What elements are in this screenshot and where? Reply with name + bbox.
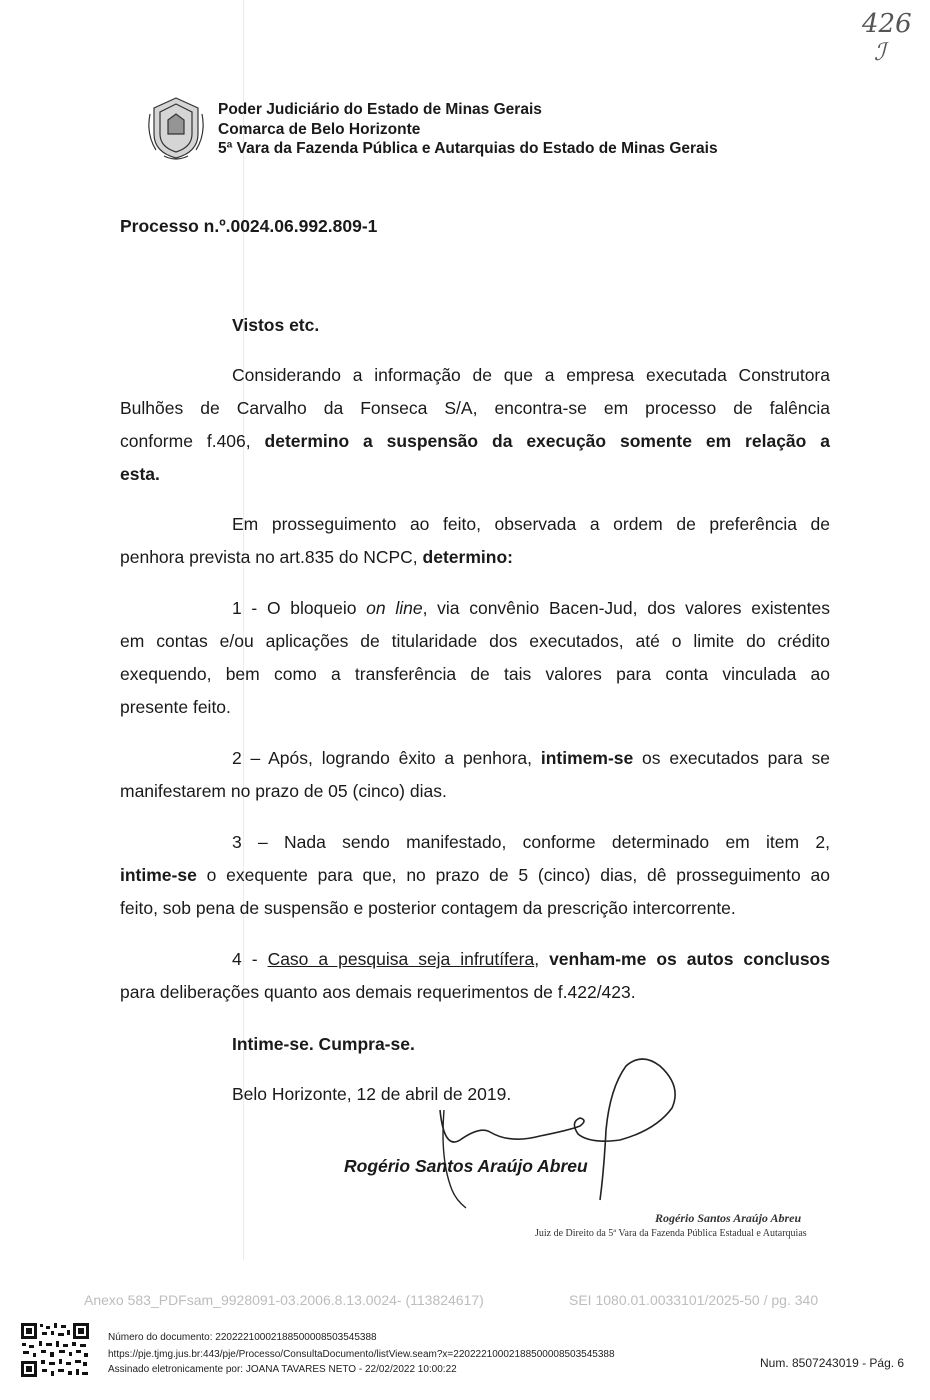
- item-1: [120, 592, 830, 724]
- paragraph-1: [120, 359, 830, 491]
- p2-line-1: Em prosseguimento ao feito, observada a ordem de preferência de: [232, 514, 830, 534]
- item-3: [120, 826, 830, 925]
- p1-line-3-normal: conforme f.406,: [120, 431, 265, 451]
- item4-prefix: 4 -: [232, 949, 268, 969]
- p1-line-2: Bulhões de Carvalho da Fonseca S/A, encontra-se em processo de falência: [120, 398, 830, 418]
- header-line-1: Poder Judiciário do Estado de Minas Gerais: [218, 101, 542, 118]
- footer-sei: SEI 1080.01.0033101/2025-50 / pg. 340: [569, 1292, 819, 1308]
- item3-line-2-bold: intime-se: [120, 865, 197, 885]
- item4-line-2: para deliberações quanto aos demais requerimentos de f.422/423.: [120, 982, 636, 1002]
- stamp-initials: ℐ: [874, 38, 886, 66]
- header-line-3: 5ª Vara da Fazenda Pública e Autarquias do Estado de Minas Gerais: [218, 140, 718, 157]
- item3-line-3: feito, sob pena de suspensão e posterior contagem da prescrição intercorrente.: [120, 898, 736, 918]
- p2-line-2-normal: penhora prevista no art.835 do NCPC,: [120, 547, 423, 567]
- p1-line-1: Considerando a informação de que a empresa executada Construtora: [232, 365, 830, 385]
- item2-bold: intimem-se: [540, 748, 634, 768]
- item4-comma: ,: [534, 949, 550, 969]
- stamp-name: Rogério Santos Araújo Abreu: [655, 1211, 802, 1225]
- p1-line-3: [120, 425, 830, 458]
- header-line-2: Comarca de Belo Horizonte: [218, 121, 421, 138]
- item1-line-1: [120, 592, 830, 625]
- paragraph-2: [120, 508, 830, 574]
- footer-url[interactable]: [108, 1349, 615, 1362]
- item4-underlined: Caso a pesquisa seja infrutífera: [267, 949, 535, 969]
- footer-annex: Anexo 583_PDFsam_9928091-03.2006.8.13.0024- (113824617): [84, 1292, 484, 1308]
- place-date: Belo Horizonte, 12 de abril de 2019.: [232, 1084, 512, 1104]
- item4-line-1: [120, 943, 830, 976]
- footer-signed: Assinado eletronicamente por: JOANA TAVARES NETO - 22/02/2022 10:00:22: [108, 1364, 457, 1375]
- item-2: [120, 742, 830, 808]
- qr-code-icon: [20, 1322, 90, 1378]
- item3-line-2-rest: o exequente para que, no prazo de 5 (cinco) dias, dê prosseguimento ao: [196, 865, 830, 885]
- item2-rest: os executados para se: [633, 748, 830, 768]
- item1-italic: on line: [366, 598, 423, 618]
- minas-gerais-crest-icon: [146, 94, 206, 162]
- closing: Intime-se. Cumpra-se.: [232, 1034, 415, 1054]
- greeting: Vistos etc.: [232, 315, 320, 335]
- footer-num-page: Num. 8507243019 - Pág. 6: [760, 1356, 905, 1370]
- item1-line-4: presente feito.: [120, 697, 231, 717]
- p2-line-2-bold: determino:: [422, 547, 513, 567]
- item2-line-1: [120, 742, 830, 775]
- item1-prefix: 1 - O bloqueio: [232, 598, 367, 618]
- handwritten-signature: [420, 1040, 700, 1220]
- p2-line-2: [120, 541, 830, 574]
- signature-name: Rogério Santos Araújo Abreu: [344, 1156, 588, 1176]
- item1-line-3: exequendo, bem como a transferência de tais valores para conta vinculada ao: [120, 664, 830, 684]
- p1-line-4: esta.: [120, 464, 160, 484]
- item-4: [120, 943, 830, 1009]
- item1-line-2: em contas e/ou aplicações de titularidade dos executados, até o limite do crédito: [120, 631, 830, 651]
- p1-line-3-bold: determino a suspensão da execução somente em relação a: [264, 431, 830, 451]
- footer-doc-number: Número do documento: 22022210002188500008503545388: [108, 1332, 377, 1343]
- process-number: Processo n.º.0024.06.992.809-1: [120, 216, 378, 236]
- item1-rest: , via convênio Bacen-Jud, dos valores existentes: [422, 598, 831, 618]
- stamp-page-number: 426: [862, 9, 912, 39]
- item3-line-2: [120, 859, 830, 892]
- footer-url-text[interactable]: https://pje.tjmg.jus.br:443/pje/Processo/ConsultaDocumento/listView.seam?x=22022210002188500008503545388: [108, 1349, 615, 1360]
- item4-bold: venham-me os autos conclusos: [549, 949, 830, 969]
- item2-line-2: manifestarem no prazo de 05 (cinco) dias.: [120, 781, 447, 801]
- item3-line-1: 3 – Nada sendo manifestado, conforme determinado em item 2,: [232, 832, 830, 852]
- handwritten-page-stamp: [858, 2, 918, 66]
- item2-prefix: 2 – Após, logrando êxito a penhora,: [232, 748, 541, 768]
- stamp-title: Juiz de Direito da 5ª Vara da Fazenda Pública Estadual e Autarquias: [535, 1228, 807, 1239]
